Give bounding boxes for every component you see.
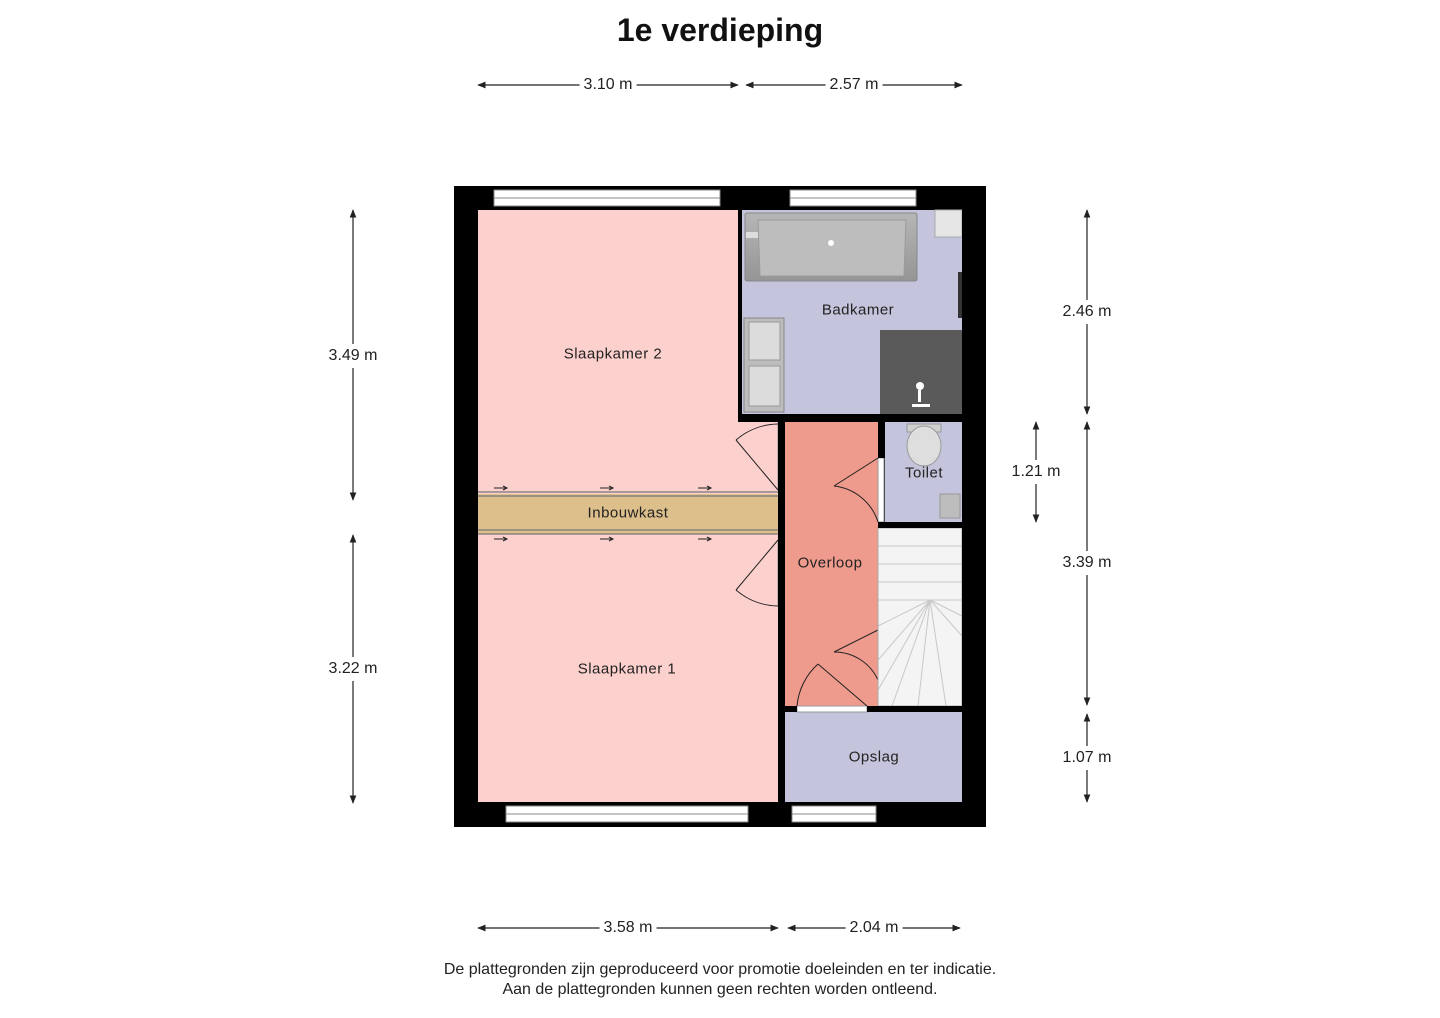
label-opslag: Opslag [848,748,900,766]
toilet-fixture [907,424,941,466]
dimension-right-overloop: 3.39 m [1063,551,1112,575]
floor-title: 1e verdieping [616,12,824,48]
dimension-right-badkamer: 2.46 m [1063,300,1112,324]
sink-basin-bottom [749,366,780,406]
disclaimer [0,960,1440,1000]
dimension-top-right: 2.57 m [826,76,883,94]
dimension-right-toilet: 1.21 m [1012,460,1061,484]
label-slaapkamer-2: Slaapkamer 2 [563,345,663,363]
toilet-handbasin [940,494,960,518]
sink-basin-top [749,322,780,360]
dimension-bottom-left: 3.58 m [600,919,657,937]
dimension-top-left: 3.10 m [580,76,637,94]
label-overloop: Overloop [797,554,863,572]
dimension-right-opslag: 1.07 m [1063,746,1112,770]
bathtub [745,213,917,281]
label-toilet: Toilet [904,464,944,482]
label-badkamer: Badkamer [821,301,895,319]
disclaimer-line-2: Aan de plattegronden kunnen geen rechten worden ontleend. [502,981,938,998]
disclaimer-line-1: De plattegronden zijn geproduceerd voor promotie doeleinden en ter indicatie. [443,961,997,978]
dimension-bottom-right: 2.04 m [846,919,903,937]
label-inbouwkast: Inbouwkast [587,504,669,522]
dimension-left-lower: 3.22 m [329,657,378,681]
label-slaapkamer-1: Slaapkamer 1 [577,660,677,678]
bathroom-cabinet [935,210,962,237]
dimension-left-upper: 3.49 m [329,344,378,368]
